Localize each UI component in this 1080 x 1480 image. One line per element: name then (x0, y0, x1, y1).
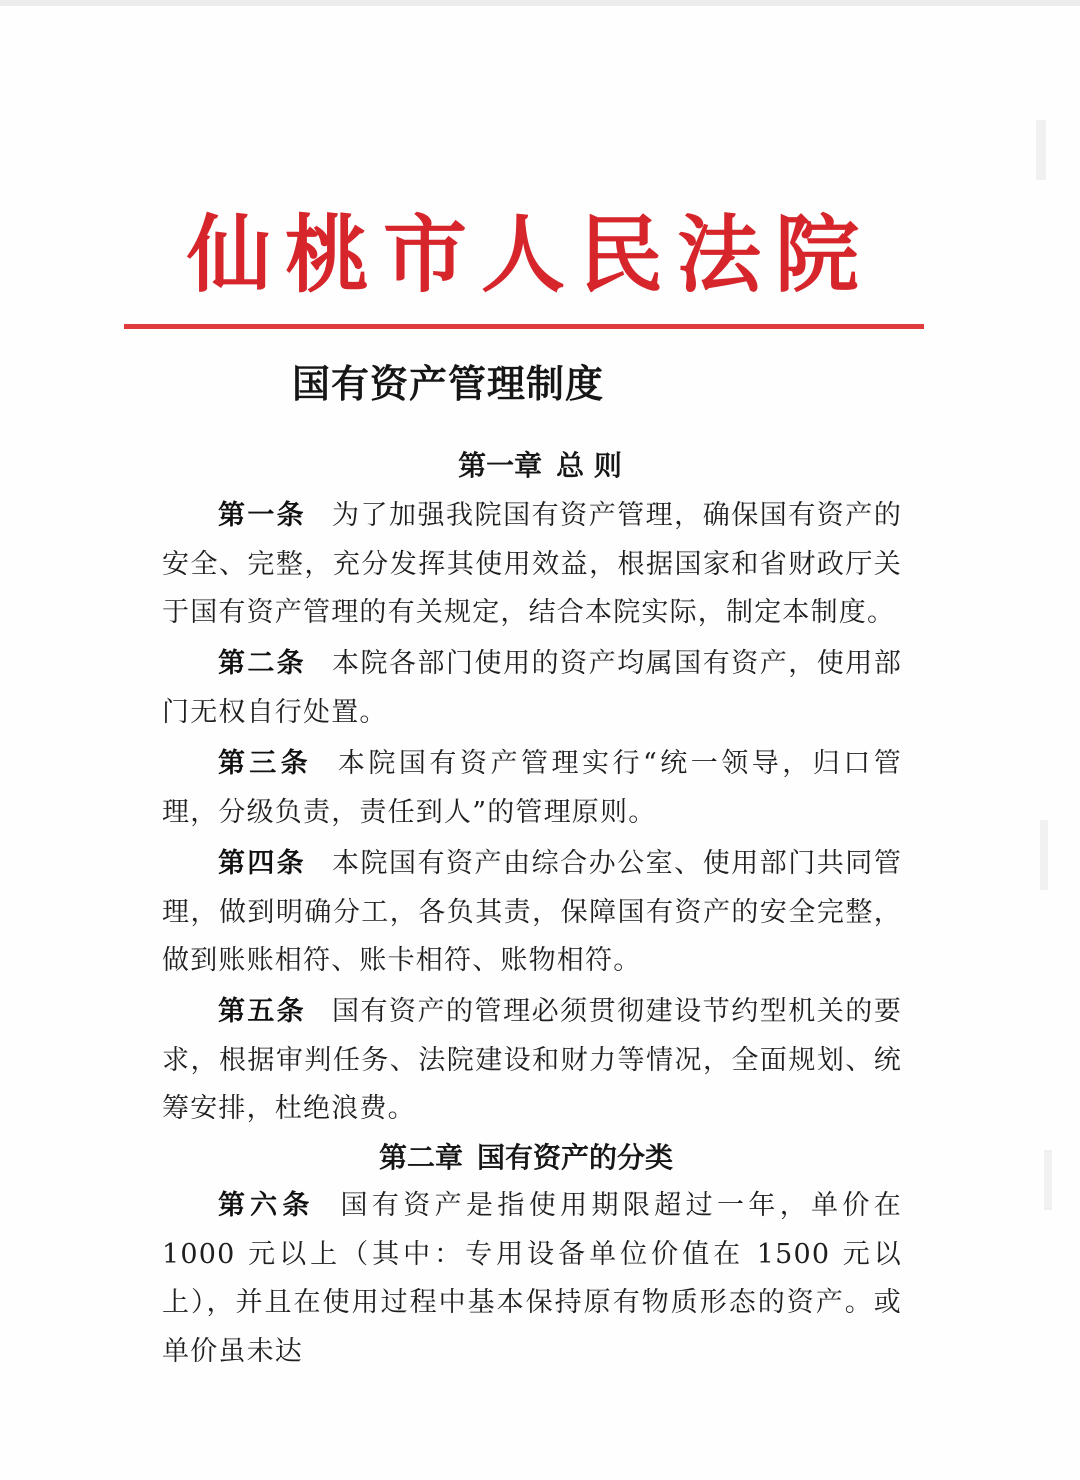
court-name-header: 仙桃市人民法院 (186, 205, 873, 304)
article-5 (162, 988, 902, 1134)
chapter-heading-2 (0, 1138, 1066, 1178)
article-label: 第六条 (218, 1190, 315, 1221)
chapter-title: 国有资产的分类 (477, 1141, 674, 1174)
chapter-heading-1 (0, 446, 1080, 486)
document-title: 国有资产管理制度 (292, 361, 605, 406)
chapter-label: 第二章 (378, 1141, 463, 1174)
chapter-label: 第一章 (458, 449, 543, 482)
article-text: 为了加强我院国有资产管理，确保国有资产的安全、完整，充分发挥其使用效益，根据国家和省财政厅关于国有资产管理的有关规定，结合本院实际，制定本制度。 (162, 500, 903, 629)
scan-top-edge (0, 0, 1080, 6)
article-6 (162, 1182, 902, 1376)
article-label: 第一条 (218, 500, 306, 531)
scan-artifact (1044, 1150, 1052, 1210)
article-2 (162, 640, 902, 737)
article-text: 本院国有资产由综合办公室、使用部门共同管理，做到明确分工，各负其责，保障国有资产的安全完整，做到账账相符、账卡相符、账物相符。 (162, 848, 903, 977)
article-label: 第五条 (218, 996, 306, 1027)
article-label: 第四条 (218, 848, 306, 879)
article-1 (162, 492, 902, 638)
chapter-title: 总 则 (556, 449, 622, 482)
scan-artifact (1040, 820, 1048, 890)
article-text: 国有资产是指使用期限超过一年，单价在 1000 元以上（其中：专用设备单位价值在 1500 元以上），并且在使用过程中基本保持原有物质形态的资产。或单价虽未达 (162, 1190, 902, 1367)
scan-artifact (1036, 120, 1046, 180)
article-text: 本院各部门使用的资产均属国有资产，使用部门无权自行处置。 (162, 648, 903, 728)
article-label: 第二条 (218, 648, 306, 679)
article-text: 国有资产的管理必须贯彻建设节约型机关的要求，根据审判任务、法院建设和财力等情况，全面规划、统筹安排，杜绝浪费。 (162, 996, 903, 1125)
article-3 (162, 740, 902, 837)
article-text: 本院国有资产管理实行“统一领导，归口管理，分级负责，责任到人”的管理原则。 (162, 748, 903, 828)
red-header-rule (124, 324, 924, 329)
article-4 (162, 840, 902, 986)
article-label: 第三条 (218, 748, 312, 779)
